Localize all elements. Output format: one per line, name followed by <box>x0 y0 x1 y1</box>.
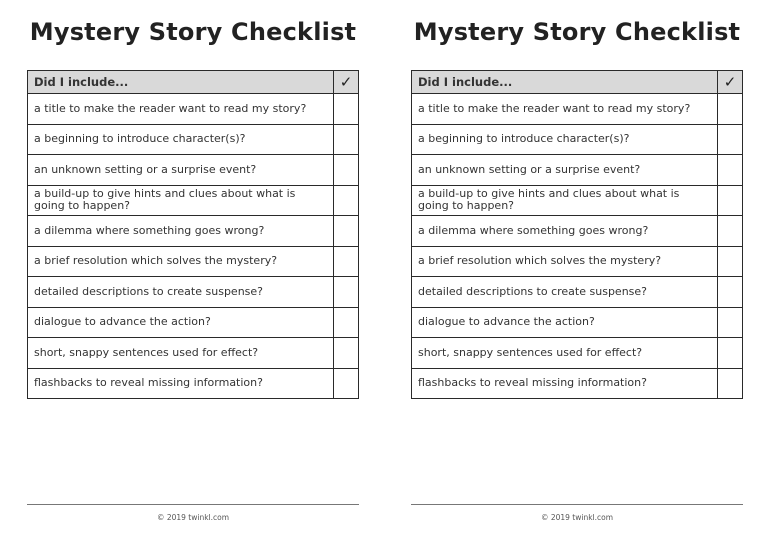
table-row <box>412 246 743 277</box>
checklist-item: short, snappy sentences used for effect? <box>412 338 718 369</box>
checklist-item: a brief resolution which solves the mystery? <box>28 246 334 277</box>
tick-box[interactable] <box>718 94 743 125</box>
checklist-sheet-right <box>411 0 743 545</box>
header-label: Did I include... <box>412 71 718 94</box>
tick-box[interactable] <box>718 246 743 277</box>
header-label: Did I include... <box>28 71 334 94</box>
checklist-item: flashbacks to reveal missing information? <box>412 368 718 399</box>
copyright-footer: © 2019 twinkl.com <box>540 513 614 522</box>
tick-box[interactable] <box>334 338 359 369</box>
checklist-item: detailed descriptions to create suspense? <box>28 277 334 308</box>
tick-box[interactable] <box>334 277 359 308</box>
table-row <box>28 246 359 277</box>
tick-box[interactable] <box>718 124 743 155</box>
checklist-table <box>411 70 743 399</box>
copyright-footer: © 2019 twinkl.com <box>156 513 230 522</box>
checklist-sheet-left <box>27 0 359 545</box>
tick-box[interactable] <box>718 277 743 308</box>
checklist-item: a brief resolution which solves the mystery? <box>412 246 718 277</box>
table-row <box>412 94 743 125</box>
tick-box[interactable] <box>334 216 359 247</box>
checklist-item: an unknown setting or a surprise event? <box>412 155 718 186</box>
table-row <box>28 368 359 399</box>
checklist-table <box>27 70 359 399</box>
page-title: Mystery Story Checklist <box>413 18 741 46</box>
checklist-item: a dilemma where something goes wrong? <box>28 216 334 247</box>
tick-box[interactable] <box>718 155 743 186</box>
tick-box[interactable] <box>334 124 359 155</box>
table-row <box>28 185 359 216</box>
tick-box[interactable] <box>334 307 359 338</box>
header-checkmark-icon: ✓ <box>334 71 359 94</box>
checklist-item: a build-up to give hints and clues about what is going to happen? <box>28 185 334 216</box>
tick-box[interactable] <box>718 338 743 369</box>
tick-box[interactable] <box>334 185 359 216</box>
checklist-item: a title to make the reader want to read my story? <box>28 94 334 125</box>
checklist-item: dialogue to advance the action? <box>28 307 334 338</box>
table-header-row <box>412 71 743 94</box>
checklist-item: flashbacks to reveal missing information? <box>28 368 334 399</box>
page-title: Mystery Story Checklist <box>29 18 357 46</box>
checklist-item: short, snappy sentences used for effect? <box>28 338 334 369</box>
tick-box[interactable] <box>718 368 743 399</box>
checklist-item: a dilemma where something goes wrong? <box>412 216 718 247</box>
table-row <box>28 216 359 247</box>
checklist-item: detailed descriptions to create suspense? <box>412 277 718 308</box>
tick-box[interactable] <box>334 368 359 399</box>
table-row <box>412 338 743 369</box>
tick-box[interactable] <box>718 216 743 247</box>
header-checkmark-icon: ✓ <box>718 71 743 94</box>
checklist-item: dialogue to advance the action? <box>412 307 718 338</box>
tick-box[interactable] <box>718 185 743 216</box>
footer-divider <box>411 504 743 505</box>
checklist-item: a beginning to introduce character(s)? <box>28 124 334 155</box>
table-row <box>28 307 359 338</box>
checklist-item: a beginning to introduce character(s)? <box>412 124 718 155</box>
table-row <box>28 94 359 125</box>
table-row <box>28 338 359 369</box>
table-row <box>28 277 359 308</box>
tick-box[interactable] <box>334 94 359 125</box>
tick-box[interactable] <box>334 246 359 277</box>
table-row <box>28 124 359 155</box>
table-row <box>28 155 359 186</box>
checklist-item: a title to make the reader want to read my story? <box>412 94 718 125</box>
table-row <box>412 216 743 247</box>
table-header-row <box>28 71 359 94</box>
table-row <box>412 368 743 399</box>
table-row <box>412 307 743 338</box>
checklist-item: an unknown setting or a surprise event? <box>28 155 334 186</box>
table-row <box>412 185 743 216</box>
tick-box[interactable] <box>718 307 743 338</box>
table-row <box>412 124 743 155</box>
table-row <box>412 155 743 186</box>
tick-box[interactable] <box>334 155 359 186</box>
footer-divider <box>27 504 359 505</box>
checklist-item: a build-up to give hints and clues about what is going to happen? <box>412 185 718 216</box>
table-row <box>412 277 743 308</box>
